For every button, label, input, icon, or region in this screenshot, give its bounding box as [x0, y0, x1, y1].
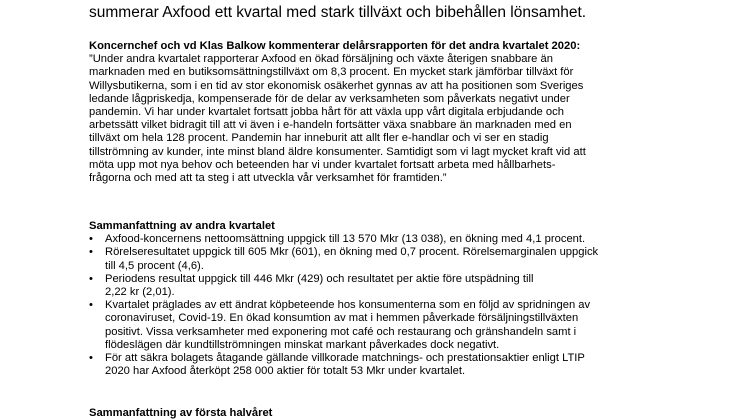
item-line: Axfood-koncernens nettoomsättning uppgick till 13 570 Mkr (13 038), en ökning med 4,1 procent. [105, 233, 586, 246]
list-item [89, 233, 669, 246]
quote-line: pandemin. Vi har under kvartalet fortsatt jobba hårt för att växla upp vårt digitala erbjudande och [89, 106, 564, 119]
quote-line: marknaden med en butiksomsättningstillväxt om 8,3 procent. En mycket stark jämförbar tillväxt för [89, 66, 574, 79]
list-item [89, 273, 669, 299]
item-line: till 4,5 procent (4,6). [105, 259, 204, 272]
bullet-icon: • [89, 272, 93, 285]
item-line: Periodens resultat uppgick till 446 Mkr (429) och resultatet per aktie före utspädning till [105, 272, 534, 285]
quote-line: Willysbutikerna, som i en tid av stor ekonomisk osäkerhet gynnas av att ha positionen som Sveriges [89, 79, 584, 92]
quote-line: tillströmning av kunder, inte minst bland äldre konsumenter. Samtidigt som vi lagt mycket kraft vid att [89, 145, 586, 158]
item-line: 2,22 kr (2,01). [105, 286, 175, 299]
summary-list [89, 233, 669, 378]
quarter-summary-heading: Sammanfattning av andra kvartalet [89, 220, 275, 232]
bullet-icon: • [89, 352, 93, 365]
ceo-quote [89, 53, 669, 185]
quote-line: ”Under andra kvartalet rapporterar Axfood en ökad försäljning och växte återigen snabbare än [89, 53, 553, 66]
half-year-summary-section [89, 407, 669, 420]
quote-line: frågorna och med att ta steg i att utveckla vår verksamhet för framtiden.” [89, 172, 447, 185]
item-line: positivt. Vissa verksamheter med exponering mot café och restaurang och gränshandeln samt i [105, 325, 577, 338]
list-item [89, 246, 669, 272]
quote-line: ledande lågpriskedja, kompenserade för de delar av verksamheten som påverkats negativt under [89, 92, 570, 105]
list-item [89, 299, 669, 352]
quarter-summary-section [89, 220, 669, 378]
item-line: För att säkra bolagets åtagande gällande villkorade matchnings- och prestationsaktier enligt LTIP [105, 352, 585, 365]
bullet-icon: • [89, 299, 93, 312]
bullet-icon: • [89, 246, 93, 259]
item-line: coronaviruset, Covid-19. En ökad konsumtion av mat i hemmen påverkade försäljningstillväxten [105, 312, 579, 325]
ceo-comment-section [89, 40, 669, 185]
item-line: flödeslägen där kundtillströmningen minskat markant påverkades dock negativt. [105, 338, 500, 351]
bullet-icon: • [89, 233, 93, 246]
quote-line: möta upp mot nya behov och beteenden har vi under kvartalet fortsatt arbeta med hållbarhets- [89, 158, 556, 171]
item-line: Rörelseresultatet uppgick till 605 Mkr (601), en ökning med 0,7 procent. Rörelsemarginalen uppgick [105, 246, 599, 259]
ceo-comment-heading: Koncernchef och vd Klas Balkow kommenterar delårsrapporten för det andra kvartalet 2020: [89, 40, 581, 52]
item-line: 2020 har Axfood återköpt 258 000 aktier för totalt 53 Mkr under kvartalet. [105, 365, 466, 378]
quote-line: arbetssätt vilket bidragit till att vi även i e-handeln fortsätter växa snabbare än marknaden med en [89, 119, 572, 132]
item-line: Kvartalet präglades av ett ändrat köpbeteende hos konsumenterna som en följd av spridningen av [105, 299, 591, 312]
intro-last-line: summerar Axfood ett kvartal med stark tillväxt och bibehållen lönsamhet. [89, 4, 587, 21]
half-year-summary-heading: Sammanfattning av första halvåret [89, 407, 273, 419]
list-item [89, 352, 669, 378]
quote-line: tillväxt om hela 128 procent. Pandemin har inneburit att allt fler e-handlar och vi ser en stadig [89, 132, 549, 145]
